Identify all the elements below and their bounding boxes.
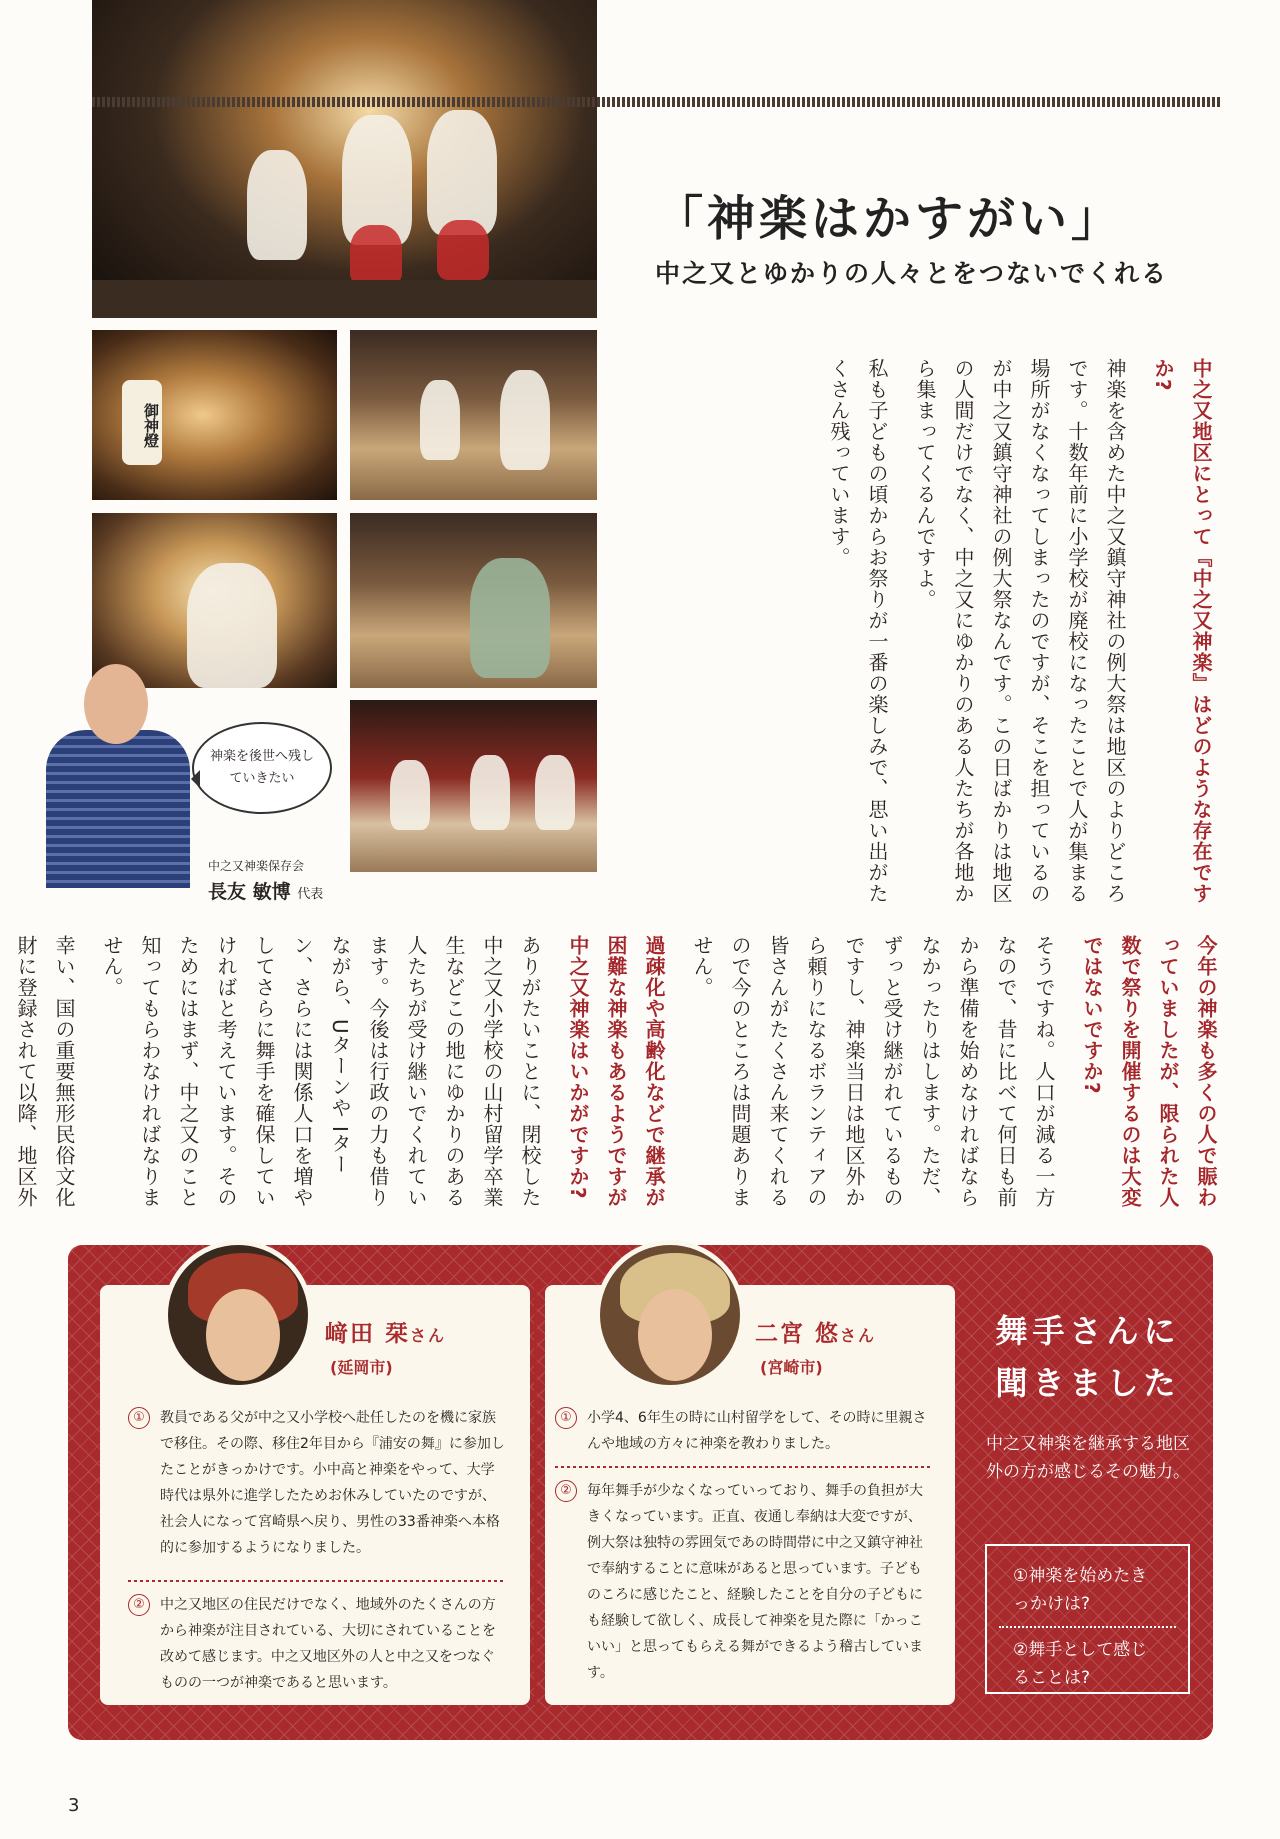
caption-organization: 中之又神楽保存会: [208, 859, 305, 873]
person2-name-text: 二宮 悠: [755, 1321, 841, 1347]
person1-honorific: さん: [410, 1326, 447, 1345]
photo-dancer-green-robe: [350, 513, 597, 688]
question-2: 今年の神楽も多くの人で賑わっていましたが、限られた人数で祭りを開催するのは大変ではないですか?: [1080, 935, 1218, 1208]
person1-city: (延岡市): [330, 1358, 393, 1377]
lantern-sign: 御神燈: [122, 380, 162, 465]
person-role: 代表: [297, 887, 324, 902]
interview-questions-box: [985, 1544, 1190, 1694]
answer-3: ありがたいことに、閉校した中之又小学校の山村留学卒業生などこの地にゆかりのある人たちが受け継いでくれています。今後は行政の力も借りながら、Uターンや Iターン、さらには関係人口を増やしてさらに舞手を確保していければと考えています。そのためにはまず、中之又のこと知ってもらわなければなりません。: [100, 935, 542, 1208]
card-divider: [534, 1285, 537, 1705]
answer-3b: 幸い、国の重要無形民俗文化財に登録されて以降、地区外: [14, 935, 76, 1208]
upper-right-text: [620, 358, 1220, 918]
person1-name-text: 﨑田 栞: [325, 1321, 411, 1347]
interview-question-2: ②舞手として感じることは?: [1013, 1640, 1148, 1688]
person2-answer1: [555, 1405, 935, 1457]
person1-answer2: [128, 1592, 508, 1696]
article-subtitle: 中之又とゆかりの人々とをつないでくれる: [655, 259, 1169, 288]
answer-number-2: ②: [128, 1594, 150, 1616]
speech-bubble: [192, 722, 332, 814]
person-name: 長友 敏博: [208, 881, 291, 903]
portrait-nagatomo: [42, 660, 190, 888]
question-1: 中之又地区にとって『中之又神楽』はどのような存在ですか?: [1151, 358, 1213, 904]
interview-question-1: ①神楽を始めたきっかけは?: [1013, 1566, 1148, 1614]
person2-honorific: さん: [840, 1326, 877, 1345]
main-photo: [92, 0, 597, 318]
person1-answer1-text: 教員である父が中之又小学校へ赴任したのを機に家族で移住。その際、移住2年目から『浦安の舞』に参加したことがきっかけです。小中高と神楽をやって、大学時代は県外に進学したためお休みしていたのですが、社会人になって宮崎県へ戻り、男性の33番神楽へ本格的に参加するようになりました。: [160, 1410, 505, 1556]
person2-answer1-text: 小学4、6年生の時に山村留学をして、その時に里親さんや地域の方々に神楽を教わりました。: [587, 1410, 927, 1452]
lower-text: [14, 935, 1225, 1210]
person2-answer2-text: 毎年舞手が少なくなっていっており、舞手の負担が大きくなっています。正直、夜通し奉納は大変ですが、例大祭は独特の雰囲気であの時間帯に中之又鎮守神社で奉納することに意味があると思っています。子どものころに感じたこと、経験したことを自分の子どもにも経験して欲しく、成長して神楽を見た際に「かっこいい」と思ってもらえる舞ができるよう稽古しています。: [587, 1483, 923, 1681]
avatar-ninomiya: [595, 1240, 745, 1390]
caption-name: [208, 877, 323, 904]
page-number: 3: [68, 1795, 80, 1816]
answer-2: そうですね。人口が減る一方なので、昔に比べて何日も前から準備を始めなければならなかったりはします。ただ、ずっと受け継がれているものですし、神楽当日は地区外から頼りになるボランティアの皆さんがたくさん来てくれるので今のところは問題ありません。: [690, 935, 1056, 1208]
question-3: 過疎化や高齢化などで継承が困難な神楽もあるようですが中之又神楽はいかがですか?: [566, 935, 666, 1208]
photo-shrine-lantern: [92, 330, 337, 500]
interview-subheading: 中之又神楽を継承する地区外の方が感じるその魅力。: [986, 1434, 1190, 1482]
answer-number-1b: ①: [555, 1407, 577, 1429]
person2-city: (宮崎市): [760, 1358, 823, 1377]
person1-name: [325, 1315, 446, 1348]
person1-answer2-text: 中之又地区の住民だけでなく、地域外のたくさんの方から神楽が注目されている、大切にされていることを改めて感じます。中之又地区外の人と中之又をつなぐものの一つが神楽であると思います。: [160, 1597, 496, 1691]
person2-name: [755, 1315, 876, 1348]
answer-number-2b: ②: [555, 1480, 577, 1502]
photo-musicians: [350, 700, 597, 872]
person1-answer1: [128, 1405, 508, 1561]
questions-separator: [999, 1626, 1176, 1628]
answer-1b: 私も子どもの頃からお祭りが一番の楽しみで、思い出がたくさん残っています。: [827, 358, 889, 904]
top-rule: [92, 97, 1222, 107]
person2-dots: [555, 1466, 930, 1468]
answer-number-1: ①: [128, 1407, 150, 1429]
person2-answer2: [555, 1478, 935, 1686]
answer-1: 神楽を含めた中之又鎮守神社の例大祭は地区のよりどころです。十数年前に小学校が廃校になったことで人が集まる場所がなくなってしまったのですが、そこを担っているのが中之又鎮守神社の例大祭なんです。この日ばかりは地区の人間だけでなく、中之又にゆかりのある人たちが各地から集まってくるんですよ。: [913, 358, 1127, 904]
bubble-text: 神楽を後世へ残していきたい: [209, 749, 314, 786]
interview-heading: 舞手さんに聞きました: [995, 1312, 1181, 1402]
person1-dots: [128, 1580, 503, 1582]
article-title: 「神楽はかすがい」: [655, 191, 1124, 247]
avatar-sakita: [163, 1240, 313, 1390]
photo-dancers-seated: [350, 330, 597, 500]
